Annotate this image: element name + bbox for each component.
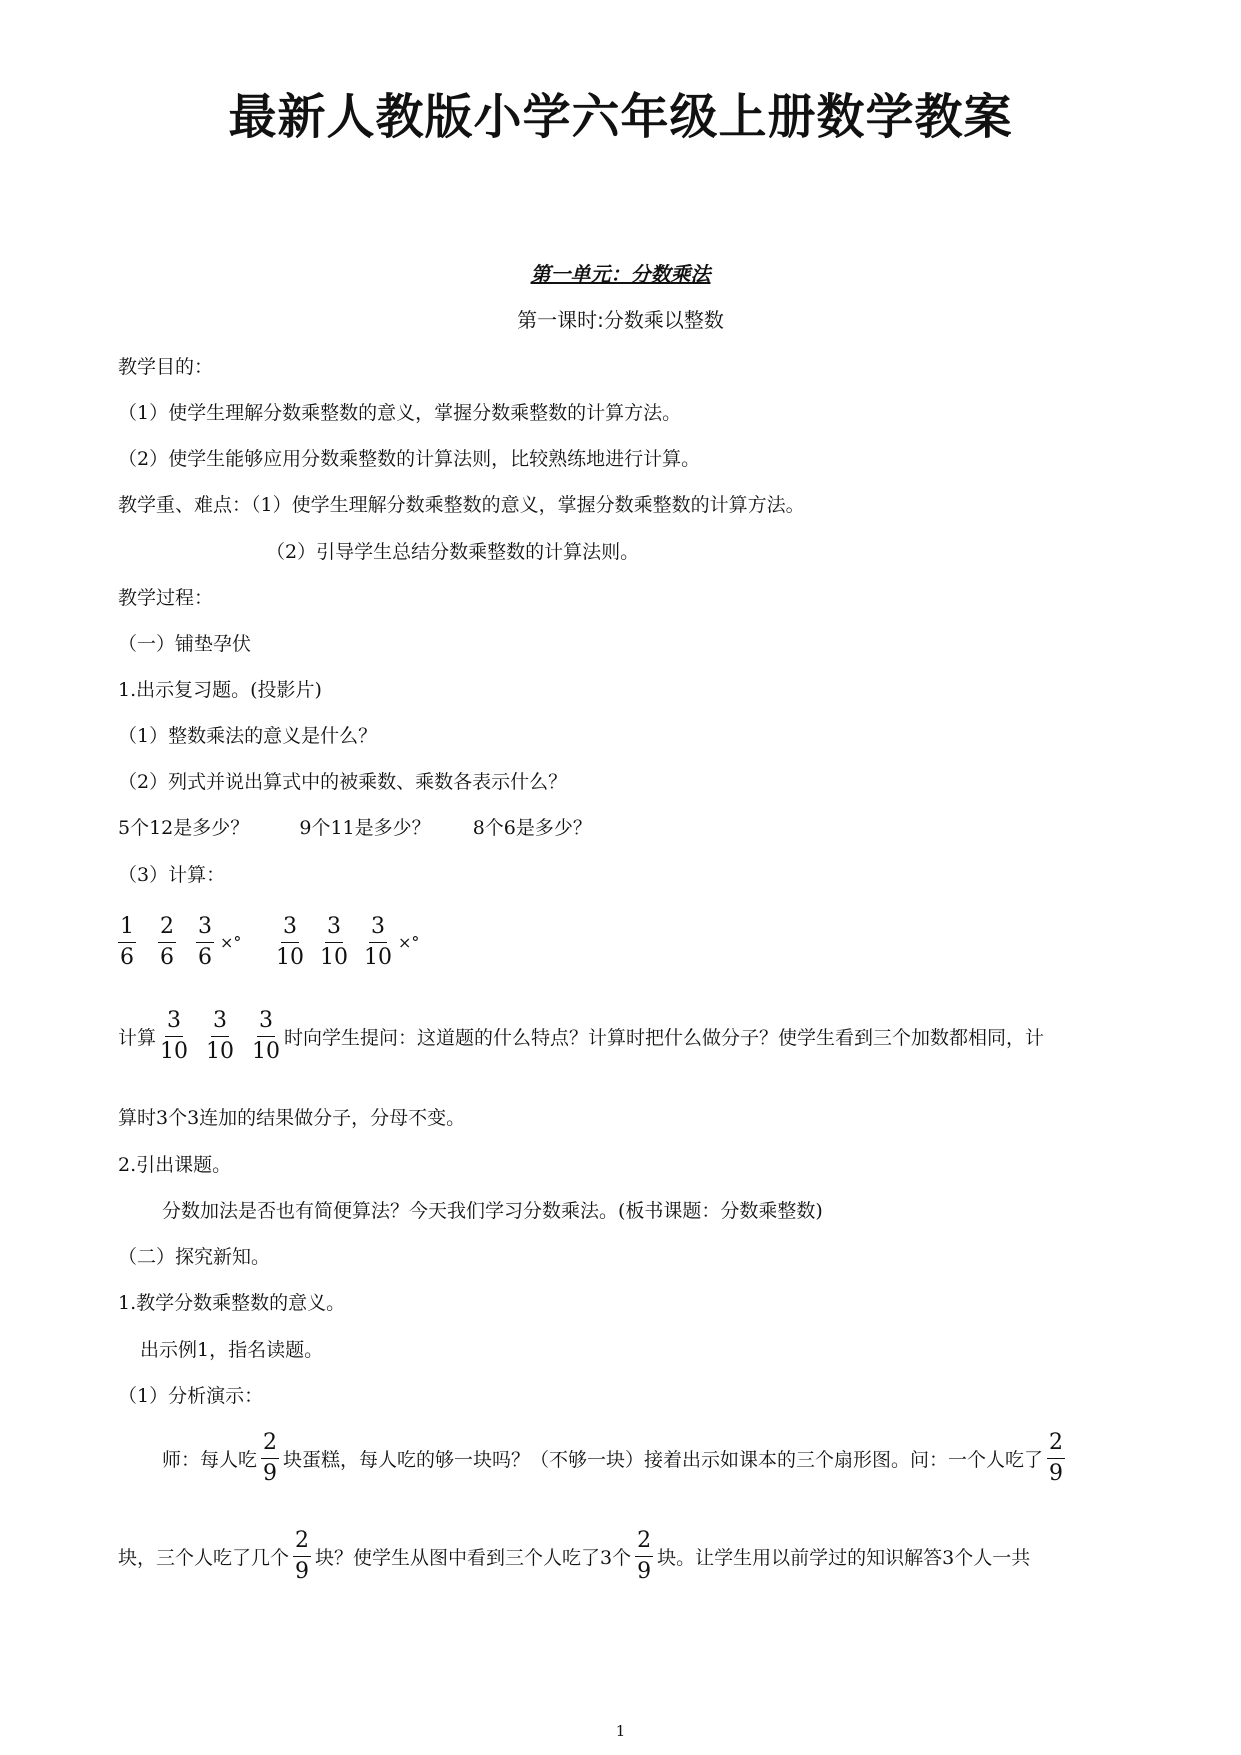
step-1: 1.出示复习题。(投影片) bbox=[118, 679, 322, 701]
last-text-1: 块，三个人吃了几个 bbox=[118, 1547, 290, 1569]
key-points-label: 教学重、难点： bbox=[118, 494, 252, 516]
ask-continuation: 算时3个3连加的结果做分子，分母不变。 bbox=[118, 1107, 466, 1129]
calc-tail: ×° bbox=[398, 933, 420, 952]
question-2: （2）列式并说出算式中的被乘数、乘数各表示什么？ bbox=[118, 771, 568, 793]
analysis-heading: （1）分析演示： bbox=[118, 1385, 264, 1407]
fraction: $\frac{3}{10}$ bbox=[276, 914, 304, 970]
fraction: $\frac{3}{10}$ bbox=[364, 914, 392, 970]
ask-text: 时向学生提问：这道题的什么特点？计算时把什么做分子？使学生看到三个加数都相同，计 bbox=[284, 1027, 1045, 1049]
teacher-text-2: 块蛋糕，每人吃的够一块吗？（不够一块）接着出示如课本的三个扇形图。问：一个人吃了 bbox=[283, 1449, 1044, 1471]
question-1: （1）整数乘法的意义是什么？ bbox=[118, 725, 378, 747]
example-2: 9个11是多少？ bbox=[299, 817, 431, 839]
last-text-3: 块。让学生用以前学过的知识解答3个人一共 bbox=[657, 1547, 1031, 1569]
example-3: 8个6是多少？ bbox=[472, 817, 592, 839]
fraction: $\frac{2}{9}$ bbox=[1049, 1430, 1064, 1486]
process-heading: 教学过程： bbox=[118, 587, 214, 609]
fraction: $\frac{2}{9}$ bbox=[637, 1528, 652, 1584]
step-2: 2.引出课题。 bbox=[118, 1154, 232, 1176]
fraction: $\frac{3}{10}$ bbox=[320, 914, 348, 970]
fraction: $\frac{2}{6}$ bbox=[160, 914, 174, 970]
fraction: $\frac{2}{9}$ bbox=[295, 1528, 310, 1584]
fraction: $\frac{3}{10}$ bbox=[206, 1008, 235, 1064]
question-3: （3）计算： bbox=[118, 864, 226, 886]
calc-tail: ×° bbox=[220, 933, 242, 952]
fraction: $\frac{1}{6}$ bbox=[120, 914, 134, 970]
last-text-2: 块？使学生从图中看到三个人吃了3个 bbox=[315, 1547, 632, 1569]
ask-line bbox=[118, 1010, 1044, 1063]
fraction: $\frac{3}{10}$ bbox=[252, 1008, 281, 1064]
example-1: 5个12是多少？ bbox=[118, 817, 250, 839]
section-2-title: （二）探究新知。 bbox=[118, 1246, 271, 1268]
fraction: $\frac{3}{6}$ bbox=[198, 914, 212, 970]
objective-item-1: （1）使学生理解分数乘整数的意义，掌握分数乘整数的计算方法。 bbox=[118, 402, 682, 424]
key-points-line bbox=[118, 490, 805, 517]
calc-row-b bbox=[272, 916, 419, 969]
document-title: 最新人教版小学六年级上册数学教案 bbox=[228, 89, 1013, 145]
calc-row-a bbox=[114, 916, 241, 969]
teacher-line bbox=[162, 1432, 1069, 1485]
step-2-text: 分数加法是否也有简便算法？今天我们学习分数乘法。(板书课题：分数乘整数) bbox=[162, 1200, 823, 1222]
teacher-text-1: 师：每人吃 bbox=[162, 1449, 258, 1471]
key-point-item-2: （2）引导学生总结分数乘整数的计算法则。 bbox=[266, 541, 640, 563]
ask-prefix: 计算 bbox=[118, 1027, 157, 1049]
page-number: 1 bbox=[615, 1722, 626, 1740]
step-3-text: 出示例1，指名读题。 bbox=[140, 1339, 324, 1361]
last-line bbox=[118, 1530, 1030, 1583]
example-questions bbox=[118, 813, 592, 840]
fraction: $\frac{2}{9}$ bbox=[263, 1430, 278, 1486]
fraction: $\frac{3}{10}$ bbox=[160, 1008, 189, 1064]
unit-title: 第一单元：分数乘法 bbox=[530, 262, 711, 286]
step-3: 1.教学分数乘整数的意义。 bbox=[118, 1292, 346, 1314]
key-point-item-1: （1）使学生理解分数乘整数的意义，掌握分数乘整数的计算方法。 bbox=[251, 494, 805, 516]
objectives-heading: 教学目的： bbox=[118, 356, 214, 378]
lesson-title: 第一课时:分数乘以整数 bbox=[517, 308, 724, 332]
objective-item-2: （2）使学生能够应用分数乘整数的计算法则，比较熟练地进行计算。 bbox=[118, 448, 701, 470]
section-1-title: （一）铺垫孕伏 bbox=[118, 633, 252, 655]
